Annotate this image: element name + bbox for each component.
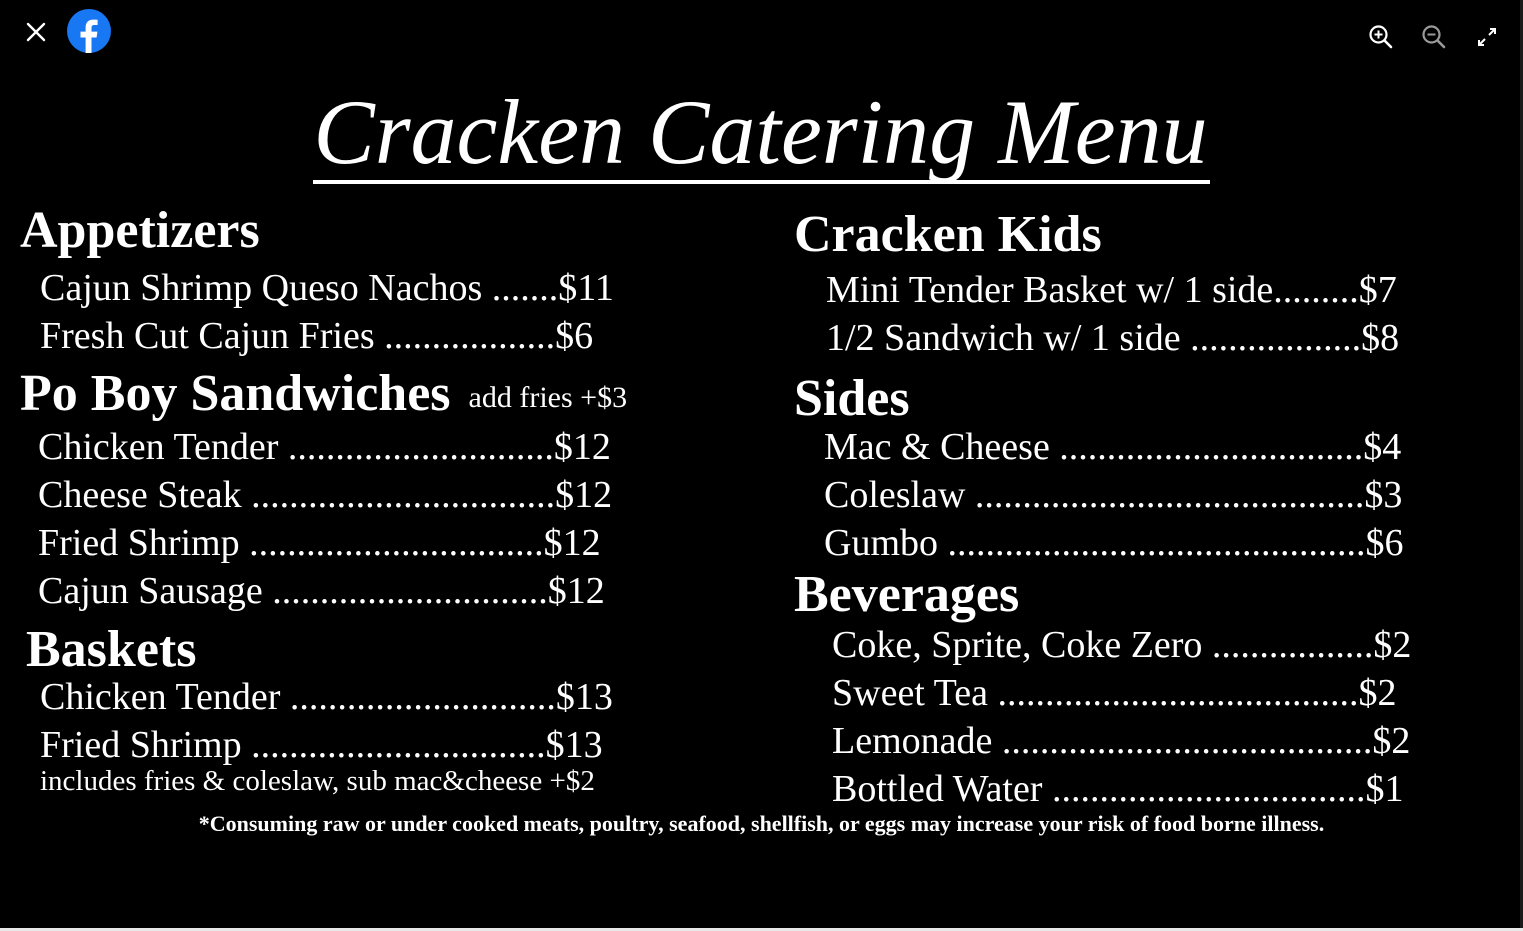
menu-item: Fried Shrimp ...............................$13 (40, 724, 603, 766)
menu-item: Coleslaw .........................................$3 (824, 474, 1403, 516)
po-boy-note: add fries +$3 (468, 381, 628, 415)
menu-item: Mac & Cheese ................................$4 (824, 426, 1402, 468)
menu-item: 1/2 Sandwich w/ 1 side ..................$8 (826, 317, 1400, 359)
facebook-logo-icon[interactable] (67, 9, 111, 53)
menu-item: Lemonade .......................................$2 (832, 720, 1411, 762)
menu-item: Cajun Sausage .............................$12 (38, 570, 605, 612)
close-icon[interactable] (22, 18, 50, 46)
menu-item: Chicken Tender ............................$13 (40, 676, 613, 718)
section-heading-kids: Cracken Kids (794, 206, 1102, 263)
menu-item: Fried Shrimp ...............................$12 (38, 522, 601, 564)
menu-item: Mini Tender Basket w/ 1 side.........$7 (826, 269, 1397, 311)
section-heading-sides: Sides (794, 370, 910, 427)
baskets-note: includes fries & coleslaw, sub mac&cheese +$2 (40, 765, 595, 797)
menu-item: Cheese Steak ................................$12 (38, 474, 613, 516)
section-heading-po-boy: Po Boy Sandwiches add fries +$3 (20, 365, 628, 422)
menu-item: Chicken Tender ............................$12 (38, 426, 611, 468)
fullscreen-icon[interactable] (1472, 22, 1502, 52)
section-heading-baskets: Baskets (26, 621, 197, 678)
section-heading-beverages: Beverages (794, 566, 1020, 623)
section-heading-appetizers: Appetizers (20, 202, 260, 259)
food-safety-disclaimer: *Consuming raw or under cooked meats, poultry, seafood, shellfish, or eggs may increase your risk of food borne illness. (198, 811, 1325, 836)
menu-item: Sweet Tea ......................................$2 (832, 672, 1397, 714)
menu-title: Cracken Catering Menu (313, 81, 1208, 183)
zoom-in-icon[interactable] (1366, 22, 1396, 52)
menu-item: Coke, Sprite, Coke Zero .................$2 (832, 624, 1412, 666)
zoom-out-icon[interactable] (1419, 22, 1449, 52)
menu-item: Fresh Cut Cajun Fries ..................$6 (40, 315, 594, 357)
viewer-toolbar (0, 0, 1523, 64)
menu-item: Cajun Shrimp Queso Nachos .......$11 (40, 267, 614, 309)
menu-item: Bottled Water .................................$1 (832, 768, 1404, 810)
menu-item: Gumbo ............................................$6 (824, 522, 1404, 564)
